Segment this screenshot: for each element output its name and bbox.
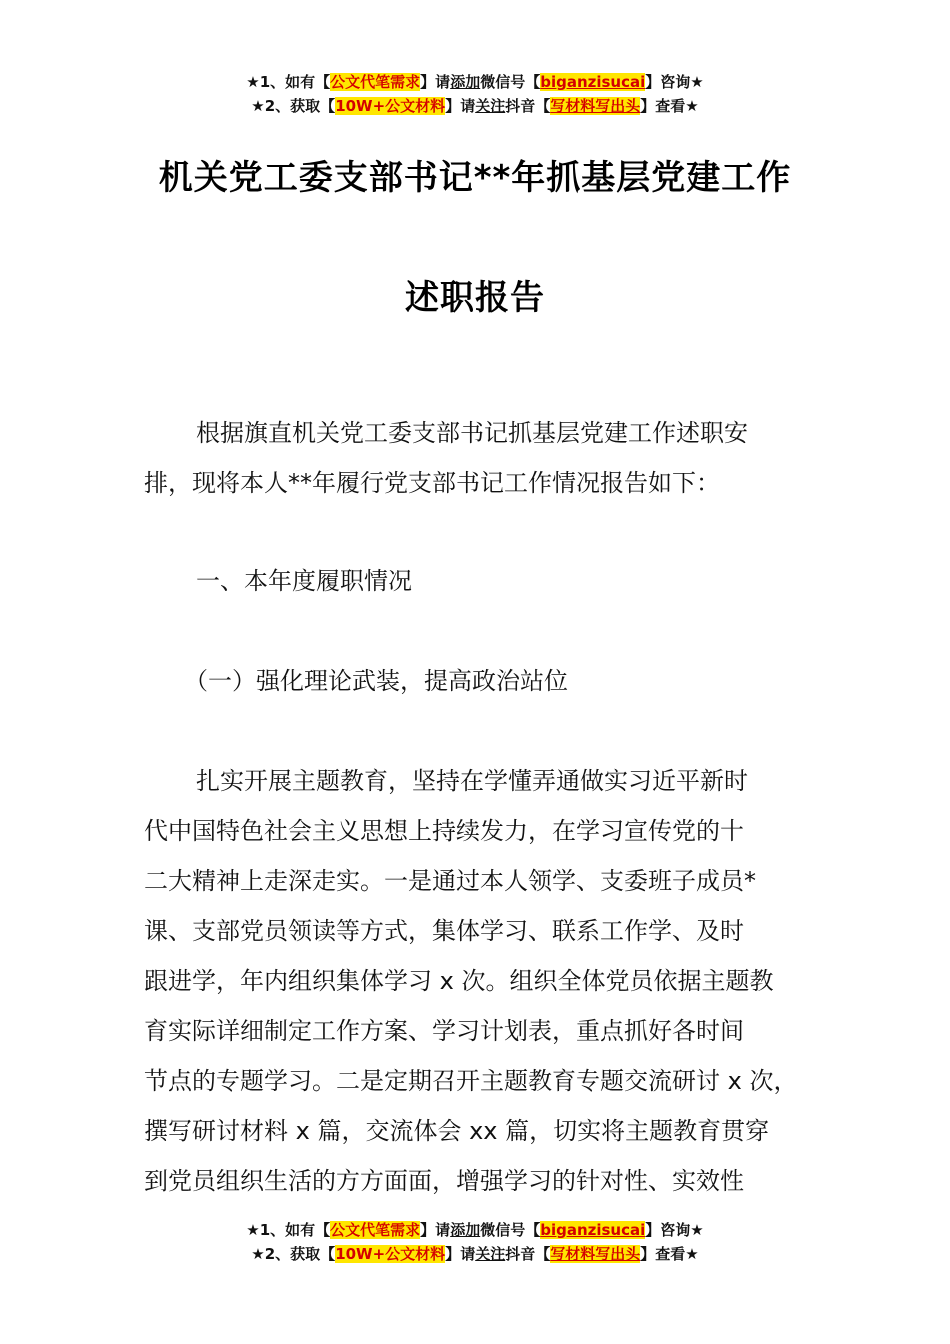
banner-text: 微信号【 xyxy=(480,73,541,91)
text-line: 跟进学，年内组织集体学习 x 次。组织全体党员依据主题教 xyxy=(144,967,774,995)
banner-line-2 xyxy=(0,1242,950,1266)
text-line: 课、支部党员领读等方式，集体学习、联系工作学、及时 xyxy=(144,917,744,945)
banner-highlight: 公文代笔需求 xyxy=(330,73,421,91)
banner-text: ★1、如有【 xyxy=(246,1221,331,1239)
text-line: 撰写研讨材料 x 篇，交流体会 xx 篇，切实将主题教育贯穿 xyxy=(144,1117,770,1145)
banner-line-1 xyxy=(0,1218,950,1242)
banner-underlined: 添加 xyxy=(450,73,481,91)
wechat-id-highlight: biganzisucai xyxy=(540,1221,646,1239)
banner-text: 】查看★ xyxy=(640,97,699,115)
subsection-1-heading: （一）强化理论武装，提高政治站位 xyxy=(184,667,568,695)
banner-text: 】请 xyxy=(445,1245,476,1263)
douyin-id-highlight: 写材料写出头 xyxy=(550,97,641,115)
document-title-line-2: 述职报告 xyxy=(405,278,545,318)
header-banner xyxy=(0,70,950,118)
banner-text: 】请 xyxy=(420,73,451,91)
section-heading xyxy=(144,556,834,606)
body-paragraph xyxy=(144,756,834,1206)
document-title-line-1: 机关党工委支部书记**年抓基层党建工作 xyxy=(158,158,792,198)
text-line: 代中国特色社会主义思想上持续发力，在学习宣传党的十 xyxy=(144,817,744,845)
banner-text: 抖音【 xyxy=(505,97,551,115)
wechat-id-highlight: biganzisucai xyxy=(540,73,646,91)
banner-text: 】查看★ xyxy=(640,1245,699,1263)
banner-underlined: 关注 xyxy=(475,1245,506,1263)
banner-text: ★2、获取【 xyxy=(251,97,336,115)
text-line: 扎实开展主题教育，坚持在学懂弄通做实习近平新时 xyxy=(196,767,748,795)
banner-text: 】咨询★ xyxy=(645,73,704,91)
subsection-heading xyxy=(144,656,834,706)
banner-highlight: 10W+公文材料 xyxy=(335,1245,446,1263)
text-line: 节点的专题学习。二是定期召开主题教育专题交流研讨 x 次， xyxy=(144,1067,798,1095)
banner-highlight: 10W+公文材料 xyxy=(335,97,446,115)
douyin-id-highlight: 写材料写出头 xyxy=(550,1245,641,1263)
banner-text: 】咨询★ xyxy=(645,1221,704,1239)
text-line: 根据旗直机关党工委支部书记抓基层党建工作述职安 xyxy=(196,419,748,447)
banner-text: 微信号【 xyxy=(480,1221,541,1239)
banner-text: ★2、获取【 xyxy=(251,1245,336,1263)
section-1-heading: 一、本年度履职情况 xyxy=(196,567,412,595)
banner-underlined: 关注 xyxy=(475,97,506,115)
text-line: 二大精神上走深走实。一是通过本人领学、支委班子成员* xyxy=(144,867,756,895)
banner-underlined: 添加 xyxy=(450,1221,481,1239)
footer-banner xyxy=(0,1218,950,1266)
text-line: 育实际详细制定工作方案、学习计划表，重点抓好各时间 xyxy=(144,1017,744,1045)
text-line: 到党员组织生活的方方面面，增强学习的针对性、实效性 xyxy=(144,1167,744,1195)
banner-text: 抖音【 xyxy=(505,1245,551,1263)
intro-paragraph xyxy=(144,408,834,508)
banner-highlight: 公文代笔需求 xyxy=(330,1221,421,1239)
banner-text: 】请 xyxy=(420,1221,451,1239)
banner-line-2 xyxy=(0,94,950,118)
text-line: 排，现将本人**年履行党支部书记工作情况报告如下： xyxy=(144,469,720,497)
banner-text: ★1、如有【 xyxy=(246,73,331,91)
banner-line-1 xyxy=(0,70,950,94)
banner-text: 】请 xyxy=(445,97,476,115)
